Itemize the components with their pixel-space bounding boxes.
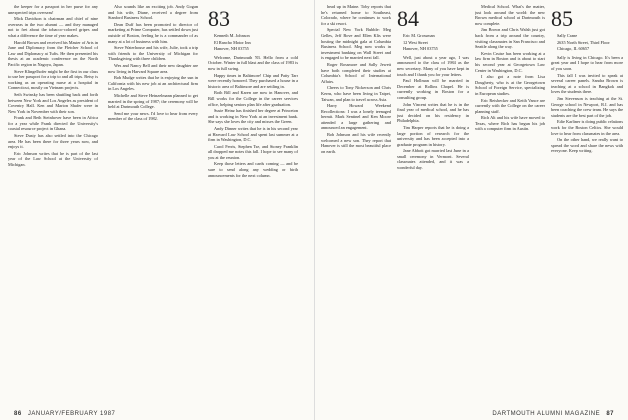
column-paragraph: Kevin Cruise has been working at a law firm in Boston and is about to start his second year at Georgetown Law Center in Washington, D.C. (475, 50, 545, 73)
column-paragraph: Seth Swinsky has been shuttling back and forth between New York and Los Angeles as president of Coventry Hall. Ken and Marion Shafer were in New York in November with their son. (8, 91, 98, 114)
column-paragraph: This fall I was invited to speak at several career panels. Sandra Brown is teaching at a school in Bangkok and loves the students there. (551, 72, 623, 95)
column-paragraph: Steve Klingelhofer might be the first in our class to use her passport for a trip to and all trips. Betsy is working as an operating nurse at a hospital in Connecticut, mostly on Vietnam projects. (8, 68, 98, 91)
column-paragraph: Cheers to Tony Nickerson and Chris Kerns, who have been living in Taipei, Taiwan, and plan to travel across Asia. (321, 85, 391, 102)
column-paragraph: Tim Harper reports that he is doing a large portion of research for the university and has been accepted into a graduate program in history. (397, 124, 469, 147)
page-number: 87 (606, 411, 614, 417)
right-column-2 (397, 4, 469, 404)
right-column-1 (321, 4, 391, 404)
column-paragraph: Jim Brown and Chris Walsh just got back from a trip around the country, visiting classmates in San Francisco and Seattle along the way. (475, 27, 545, 50)
column-paragraph: Harold Brown and received his Master of Arts in June and Diplomacy from the Fletcher School of Law and Diplomacy at Tufts. He then presented his thesis at an academic conference on the North Pacific region in Nagoya, Japan. (8, 39, 98, 67)
column-paragraph: the keeper for a passport in her purse for any unexpected trips overseas! (8, 4, 98, 15)
column-paragraph: Edie Karliner is doing public relations work for the Boston Celtics. She would love to hear from classmates in the area. (551, 119, 623, 136)
column-paragraph: Paul Hollman will be married in December at Rollins Chapel. He is currently working in Boston for a consulting group. (397, 78, 469, 100)
column-paragraph: Eric Johnson writes that he is part of the last year of the Law School at the University of Michigan. (8, 150, 98, 168)
column-paragraph: Happy times in Baltimore! Chip and Patty Tarr were recently honored. They purchased a house in a historic area of Baltimore and are settling in. (208, 72, 298, 89)
column-paragraph: On the other hand, we really want to spread the word and share the news with everyone. Keep writing. (551, 137, 623, 154)
right-page (314, 0, 628, 420)
column-paragraph: Andy Dinner writes that he is in his second year at Harvard Law School and spent last summer at a firm in Washington, D.C. (208, 125, 298, 143)
column-paragraph: Both Bill and Karen are now in Hanover, and Bill works for the College in the career services office, helping seniors plan life after graduation. (208, 90, 298, 107)
column-paragraph: John Vincent writes that he is in the final year of medical school, and he has just decided on his residency in Philadelphia. (397, 101, 469, 124)
right-column-3 (475, 4, 545, 404)
column-paragraph: Special New York Bubble: Meg Gelles, Jeff Bove and Ellen Klis were hosting the midnight gala at Columbia Business School. Meg now works in investment banking on Wall Street and is engaged to be married next fall. (321, 27, 391, 61)
page-number: 86 (14, 411, 22, 417)
column-paragraph: Steve Dusty has also settled into the Chicago area. He has been there for three years now, and enjoys it. (8, 133, 98, 150)
column-paragraph: Roger Rossmore and Sally Jewett have both completed their studies at Columbia's School of International Affairs. (321, 61, 391, 84)
column-paragraph: Harry Howard Weekend Recollections: I was a lonely teenaged hermit. Mark Sentinel and Ken Moore attended a large gathering and announced an engagement. (321, 103, 391, 131)
class-84-address: Eric M. Grossman 12 West Street Hanover, NH 03755 (403, 33, 438, 52)
column-paragraph: Michelle and Steve Heinzelmann planned to get married in the spring of 1987; the ceremony will be held at Dartmouth College. (108, 92, 198, 110)
column-paragraph: Welcome, Dartmouth '83. Hello from a cold October. Winter in full blast and the class of 1983 is now in full swing. (208, 54, 298, 71)
issue-date: JANUARY/FEBRUARY 1987 (27, 411, 116, 417)
column-paragraph: Rich Alt and his wife have moved to Texas, where Rich has begun his job with a computer firm in Austin. (475, 115, 545, 132)
column-paragraph: Susie Heinz has finished her degree at Princeton and is working in New York at an investment bank. She says she loves the city and misses the Green. (208, 108, 298, 125)
right-column-4 (551, 4, 623, 404)
column-paragraph: head up in Maine. Toby reports that he's returned home to Southeast, Colorado, where he continues to work for a ski resort. (321, 4, 391, 26)
column-paragraph: Steve Waterhouse and his wife, Julie, took a trip with friends to the University of Michigan for Thanksgiving with three children. (108, 45, 198, 62)
column-paragraph: Eric Reisbecker and Keith Vance are currently with the College on the career planning staff. (475, 97, 545, 114)
left-column-3 (208, 4, 298, 404)
class-83-heading: 83 (208, 6, 230, 31)
column-paragraph: Send me your news. I'd love to hear from every member of the class of 1982. (108, 110, 198, 122)
column-paragraph: Sally is living in Chicago. It's been a great year and I hope to hear from more of you soon. (551, 54, 623, 71)
column-paragraph: I also got a note from Lisa Dougherty, who is at the Georgetown School of Foreign Service, specializing in European studies. (475, 74, 545, 96)
class-85-heading: 85 (551, 6, 573, 31)
column-paragraph: Jane Abbott got married last June in a small ceremony in Vermont. Several classmates attended, and it was a wonderful day. (397, 148, 469, 171)
column-paragraph: Keep those letters and cards coming — and be sure to send along any wedding or birth announcements for the next column. (208, 161, 298, 178)
magazine-name: DARTMOUTH ALUMNI MAGAZINE (492, 411, 601, 417)
column-paragraph: Bob Mudge writes that he is enjoying the sun in California with his new job at an architectural firm in Los Angeles. (108, 75, 198, 92)
class-83-address: Kenneth M. Johnson El Rancho Motor Inn Hanover, NH 03755 (214, 33, 251, 52)
left-page-footer (10, 411, 115, 417)
column-paragraph: Carol Ferris, Stephen Tse, and Stoney Franklin all dropped me notes this fall. I hope to see many of you at the reunion. (208, 143, 298, 160)
column-paragraph: Bob Johnson and his wife recently welcomed a new son. They report that Hanover is still the most beautiful place on earth. (321, 132, 391, 154)
column-paragraph: Frank and Beth Steinhover have been in Africa for a year while Frank directed the University's coastal resource project in Ghana. (8, 115, 98, 132)
left-column-2 (108, 4, 198, 404)
column-paragraph: Mick Davidson is chairman and chief of nine overseas in the two alumni — and they managed not to fret about the tobacco-colored gripes and what a difference the time of year makes. (8, 16, 98, 38)
column-paragraph: Also sounds like an exciting job. Andy Gogan and his wife, Diane, received a degree from Stanford Business School. (108, 4, 198, 21)
class-84-heading: 84 (397, 6, 419, 31)
column-paragraph: Wes and Nancy Bell and their new daughter are now living in Harvard Square area. (108, 62, 198, 74)
column-paragraph: Jim Stevenson is teaching at the St. George school in Newport, R.I. and has been coaching the crew team. He says the students are the best part of the job. (551, 95, 623, 118)
right-page-footer (492, 411, 618, 417)
left-column-1 (8, 4, 98, 404)
class-85-address: Sally Crane 2635 North Street, Third Floor Chicago, IL 60657 (557, 33, 610, 52)
column-paragraph: Medical School. What's the matter, just look around the world: the new Brown medical school at Dartmouth is now complete. (475, 4, 545, 26)
column-paragraph: Well, just about a year ago, I was announced to the class of 1984 as the new secretary. Many of you have kept in touch and I thank you for your letters. (397, 54, 469, 77)
column-paragraph: Dean Duff has been promoted to director of marketing at Prime Computer, has settled down just outside of Boston, feeling he is a commander of as many at a lot of business with him. (108, 21, 198, 44)
